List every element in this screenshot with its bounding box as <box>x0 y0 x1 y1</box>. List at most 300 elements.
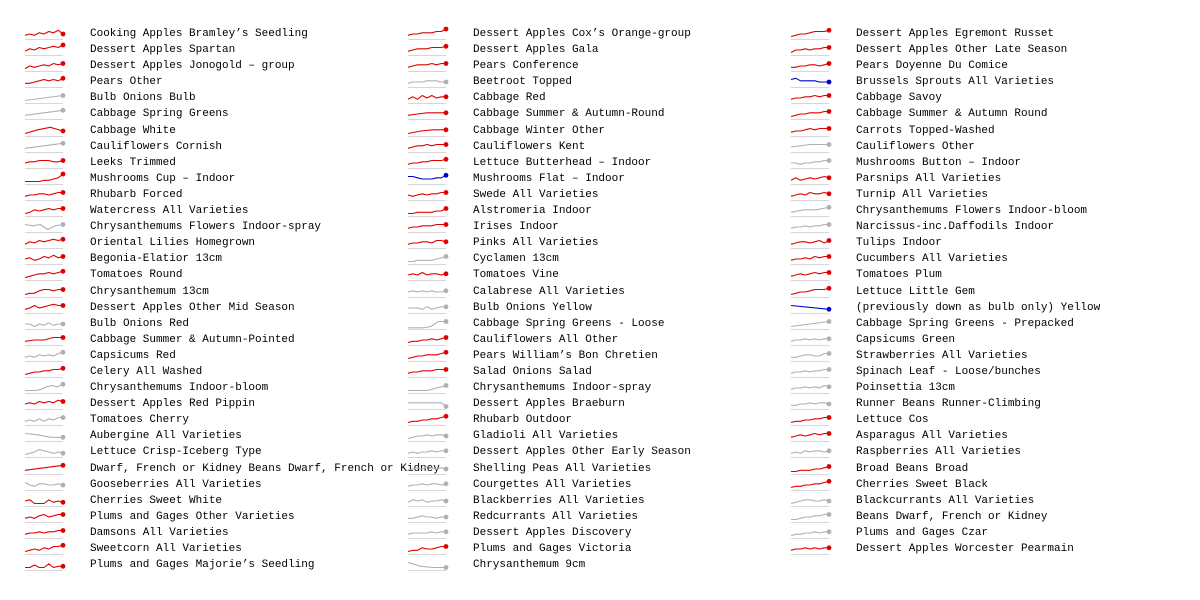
sparkline-label: Irises Indoor <box>473 221 559 234</box>
sparkline-series-line <box>408 321 446 327</box>
sparkline-end-point <box>444 27 449 32</box>
sparkline-row <box>766 74 1146 90</box>
sparkline-end-point <box>444 350 449 355</box>
sparkline-row <box>766 42 1146 58</box>
sparkline-label: Tomatoes Plum <box>856 269 942 282</box>
sparkline-row <box>0 26 380 42</box>
sparkline-series-line <box>791 207 829 212</box>
sparkline-row <box>766 477 1146 493</box>
sparkline-row <box>766 139 1146 155</box>
sparkline-label: Dessert Apples Worcester Pearmain <box>856 543 1074 555</box>
sparkline <box>791 188 833 202</box>
sparkline <box>791 526 833 540</box>
sparkline-series-line <box>791 288 829 294</box>
sparkline-label: Capsicums Red <box>90 349 176 362</box>
sparkline <box>408 317 450 331</box>
sparkline-series-line <box>25 465 63 470</box>
sparkline <box>791 365 833 379</box>
sparkline-label: Cucumbers All Varieties <box>856 253 1008 266</box>
sparkline-row <box>383 300 763 316</box>
sparkline-label: Tomatoes Vine <box>473 269 559 282</box>
sparkline-label: Lettuce Little Gem <box>856 285 975 298</box>
sparkline-label: Carrots Topped-Washed <box>856 124 995 137</box>
sparkline-row <box>766 364 1146 380</box>
sparkline-series-line <box>25 482 63 486</box>
sparkline <box>25 462 67 476</box>
sparkline-end-point <box>444 111 449 116</box>
sparkline-series-line <box>791 500 829 504</box>
sparkline-label: Parsnips All Varieties <box>856 172 1002 185</box>
sparkline-end-point <box>444 80 449 85</box>
sparkline-end-point <box>444 157 449 162</box>
sparkline-label: Cabbage Spring Greens - Loose <box>473 317 665 330</box>
sparkline-series-line <box>25 64 63 69</box>
sparkline <box>25 542 67 556</box>
sparkline-label: Beans Dwarf, French or Kidney <box>856 510 1048 523</box>
sparkline <box>25 140 67 154</box>
sparkline <box>408 140 450 154</box>
sparkline <box>791 510 833 524</box>
sparkline-end-point <box>444 44 449 49</box>
sparkline-row <box>766 396 1146 412</box>
sparkline-end-point <box>827 479 832 484</box>
sparkline-row <box>766 203 1146 219</box>
sparkline-series-line <box>25 322 63 326</box>
sparkline <box>408 365 450 379</box>
sparkline-row <box>383 155 763 171</box>
sparkline-row <box>766 106 1146 122</box>
sparkline-label: Chrysanthemum 9cm <box>473 559 586 572</box>
sparkline-series-line <box>408 46 446 51</box>
sparkline-label: Dessert Apples Other Late Season <box>856 44 1068 57</box>
sparkline-series-line <box>791 418 829 423</box>
sparkline-label: Lettuce Butterhead – Indoor <box>473 156 652 169</box>
sparkline-series-line <box>791 144 829 147</box>
sparkline-row <box>383 123 763 139</box>
sparkline-end-point <box>444 288 449 293</box>
sparkline-series-line <box>25 272 63 278</box>
sparkline-series-line <box>25 289 63 294</box>
sparkline-end-point <box>827 498 832 503</box>
sparkline-series-line <box>25 384 63 390</box>
sparkline-row <box>766 284 1146 300</box>
sparkline-label: Blackcurrants All Varieties <box>856 494 1035 507</box>
sparkline-label: Cabbage White <box>90 124 176 137</box>
sparkline-label: Cabbage Spring Greens <box>90 108 229 121</box>
sparkline-row <box>383 58 763 74</box>
sparkline-row <box>383 139 763 155</box>
sparkline-label: (previously down as bulb only) Yellow <box>856 301 1101 314</box>
sparkline-row <box>383 171 763 187</box>
sparkline <box>791 301 833 315</box>
sparkline-end-point <box>827 545 832 550</box>
sparkline-end-point <box>444 61 449 66</box>
sparkline-end-point <box>61 93 66 98</box>
sparkline-column-1 <box>0 26 440 573</box>
sparkline-series-line <box>791 481 829 487</box>
sparkline-label: Spinach Leaf - Loose/bunches <box>856 365 1041 378</box>
sparkline-series-line <box>25 564 63 568</box>
sparkline-label: Lettuce Cos <box>856 414 929 427</box>
sparkline-row <box>0 123 380 139</box>
sparkline-end-point <box>444 272 449 277</box>
sparkline-row <box>383 541 763 557</box>
sparkline-label: Dessert Apples Discovery <box>473 526 632 539</box>
sparkline-end-point <box>444 449 449 454</box>
sparkline-label: Tomatoes Round <box>90 269 183 282</box>
sparkline <box>408 156 450 170</box>
sparkline-label: Rhubarb Outdoor <box>473 414 573 427</box>
sparkline <box>791 285 833 299</box>
sparkline-label: Chrysanthemums Flowers Indoor-bloom <box>856 205 1088 218</box>
sparkline-row <box>0 187 380 203</box>
sparkline-end-point <box>61 528 66 533</box>
sparkline-end-point <box>61 141 66 146</box>
sparkline-end-point <box>827 80 832 85</box>
sparkline-series-line <box>791 466 829 471</box>
sparkline <box>791 397 833 411</box>
sparkline <box>25 107 67 121</box>
sparkline-end-point <box>444 142 449 147</box>
sparkline <box>408 349 450 363</box>
sparkline-end-point <box>61 462 66 467</box>
sparkline-row <box>0 74 380 90</box>
sparkline <box>25 397 67 411</box>
sparkline-series-line <box>408 64 446 68</box>
sparkline-series-line <box>791 192 829 196</box>
sparkline-label: Calabrese All Varieties <box>473 285 625 298</box>
sparkline <box>408 252 450 266</box>
sparkline-row <box>0 493 380 509</box>
sparkline-label: Dessert Apples Cox’s Orange-group <box>473 28 691 40</box>
sparkline-end-point <box>61 128 66 133</box>
sparkline <box>25 510 67 524</box>
sparkline-label: Rhubarb Forced <box>90 188 183 201</box>
sparkline <box>791 236 833 250</box>
sparkline-end-point <box>444 240 449 245</box>
sparkline-row <box>383 203 763 219</box>
sparkline-row <box>766 461 1146 477</box>
sparkline-end-point <box>827 110 832 115</box>
sparkline-series-line <box>25 127 63 133</box>
sparkline-row <box>383 267 763 283</box>
sparkline-end-point <box>61 222 66 227</box>
sparkline-row <box>0 525 380 541</box>
sparkline <box>408 397 450 411</box>
sparkline-row <box>0 139 380 155</box>
sparkline-row <box>0 380 380 396</box>
sparkline-end-point <box>61 350 66 355</box>
sparkline-end-point <box>61 382 66 387</box>
sparkline-end-point <box>61 32 66 37</box>
sparkline-label: Cherries Sweet White <box>90 494 223 507</box>
sparkline-series-line <box>25 450 63 455</box>
sparkline <box>791 445 833 459</box>
sparkline-label: Asparagus All Varieties <box>856 430 1008 443</box>
sparkline-label: Blackberries All Varieties <box>473 494 645 507</box>
sparkline-end-point <box>61 190 66 195</box>
sparkline-label: Capsicums Green <box>856 333 956 346</box>
sparkline <box>791 462 833 476</box>
sparkline-end-point <box>827 142 832 147</box>
sparkline-row <box>766 493 1146 509</box>
sparkline <box>791 317 833 331</box>
sparkline-label: Dessert Apples Spartan <box>90 44 236 57</box>
sparkline-end-point <box>827 512 832 517</box>
sparkline-label: Pears Other <box>90 76 163 89</box>
sparkline-end-point <box>61 366 66 371</box>
sparkline <box>25 172 67 186</box>
sparkline <box>25 236 67 250</box>
sparkline <box>408 204 450 218</box>
sparkline-end-point <box>827 319 832 324</box>
sparkline-row <box>383 525 763 541</box>
sparkline <box>791 220 833 234</box>
sparkline-end-point <box>61 76 66 81</box>
sparkline-label: Brussels Sprouts All Varieties <box>856 76 1055 89</box>
sparkline-column-2 <box>383 26 763 573</box>
sparkline-series-line <box>408 403 446 407</box>
sparkline-end-point <box>444 190 449 195</box>
sparkline-label: Plums and Gages Other Varieties <box>90 510 295 523</box>
sparkline-end-point <box>444 222 449 227</box>
sparkline-end-point <box>444 414 449 419</box>
sparkline-end-point <box>61 321 66 326</box>
sparkline-row <box>383 412 763 428</box>
sparkline-end-point <box>444 173 449 178</box>
sparkline-label: Dessert Apples Other Early Season <box>473 446 691 459</box>
sparkline-label: Raspberries All Varieties <box>856 446 1022 459</box>
sparkline-end-point <box>827 449 832 454</box>
sparkline-series-line <box>25 337 63 341</box>
sparkline-label: Aubergine All Varieties <box>90 430 242 443</box>
sparkline-label: Cabbage Spring Greens - Prepacked <box>856 317 1074 330</box>
sparkline-label: Cooking Apples Bramley’s Seedling <box>90 28 308 40</box>
sparkline-series-line <box>791 176 829 180</box>
sparkline <box>25 204 67 218</box>
sparkline-end-point <box>61 171 66 176</box>
sparkline-end-point <box>827 367 832 372</box>
sparkline-series-line <box>408 81 446 84</box>
sparkline-row <box>0 444 380 460</box>
sparkline <box>408 526 450 540</box>
sparkline-column-3 <box>766 26 1146 557</box>
sparkline-end-point <box>827 285 832 290</box>
sparkline-end-point <box>444 319 449 324</box>
sparkline-end-point <box>61 512 66 517</box>
sparkline-end-point <box>444 565 449 570</box>
sparkline-series-line <box>791 225 829 229</box>
sparkline-label: Dessert Apples Other Mid Season <box>90 301 295 314</box>
sparkline <box>791 381 833 395</box>
sparkline-row <box>0 557 380 573</box>
sparkline-series-line <box>408 516 446 519</box>
sparkline-label: Cauliflowers All Other <box>473 333 619 346</box>
sparkline-series-line <box>408 257 446 262</box>
sparkline <box>25 317 67 331</box>
sparkline-series-line <box>791 79 829 83</box>
sparkline-label: Oriental Lilies Homegrown <box>90 237 256 250</box>
sparkline-label: Damsons All Varieties <box>90 526 229 539</box>
sparkline-end-point <box>827 238 832 243</box>
sparkline-end-point <box>61 287 66 292</box>
sparkline-series-line <box>408 547 446 552</box>
sparkline-end-point <box>827 93 832 98</box>
sparkline <box>25 188 67 202</box>
sparkline-end-point <box>61 237 66 242</box>
sparkline-series-line <box>25 30 63 35</box>
sparkline-label: Courgettes All Varieties <box>473 478 632 491</box>
sparkline-label: Cherries Sweet Black <box>856 478 989 491</box>
sparkline-row <box>383 477 763 493</box>
sparkline <box>791 43 833 57</box>
sparkline-end-point <box>61 61 66 66</box>
sparkline-series-line <box>25 45 63 51</box>
sparkline-label: Bulb Onions Yellow <box>473 301 592 314</box>
sparkline <box>25 156 67 170</box>
sparkline-row <box>766 251 1146 267</box>
sparkline-label: Gooseberries All Varieties <box>90 478 262 491</box>
sparkline-series-line <box>791 30 829 36</box>
sparkline-series-line <box>25 304 63 309</box>
sparkline-series-line <box>408 483 446 486</box>
sparkline <box>25 220 67 234</box>
sparkline-row <box>0 509 380 525</box>
sparkline <box>25 75 67 89</box>
sparkline-row <box>383 396 763 412</box>
sparkline-row <box>383 444 763 460</box>
sparkline-series-line <box>791 241 829 245</box>
sparkline <box>408 494 450 508</box>
sparkline-row <box>766 412 1146 428</box>
sparkline <box>408 91 450 105</box>
sparkline-series-line <box>791 112 829 117</box>
sparkline-label: Cabbage Winter Other <box>473 124 606 137</box>
sparkline-series-line <box>408 337 446 342</box>
sparkline-label: Turnip All Varieties <box>856 188 989 201</box>
sparkline-label: Dessert Apples Jonogold – group <box>90 60 295 73</box>
sparkline-label: Celery All Washed <box>90 365 203 378</box>
sparkline <box>791 268 833 282</box>
sparkline-label: Pears Conference <box>473 60 579 73</box>
sparkline <box>25 349 67 363</box>
sparkline <box>25 43 67 57</box>
sparkline-label: Mushrooms Button – Indoor <box>856 156 1022 169</box>
sparkline-series-line <box>408 144 446 148</box>
sparkline <box>408 59 450 73</box>
sparkline <box>408 107 450 121</box>
sparkline-end-point <box>827 306 832 311</box>
sparkline-series-line <box>25 530 63 534</box>
sparkline <box>25 59 67 73</box>
sparkline-label: Cauliflowers Kent <box>473 140 586 153</box>
sparkline <box>25 27 67 41</box>
sparkline-label: Alstromeria Indoor <box>473 205 592 218</box>
sparkline-end-point <box>827 222 832 227</box>
sparkline-label: Tulips Indoor <box>856 237 942 250</box>
sparkline <box>408 510 450 524</box>
sparkline <box>408 268 450 282</box>
sparkline-end-point <box>444 335 449 340</box>
sparkline <box>791 140 833 154</box>
sparkline-series-line <box>25 96 63 101</box>
sparkline-label: Dessert Apples Egremont Russet <box>856 28 1055 40</box>
sparkline-series-line <box>791 451 829 454</box>
sparkline-row <box>0 106 380 122</box>
sparkline-row <box>383 332 763 348</box>
sparkline-row <box>766 380 1146 396</box>
sparkline <box>408 301 450 315</box>
sparkline-end-point <box>61 206 66 211</box>
sparkline <box>25 494 67 508</box>
sparkline-series-line <box>408 306 446 309</box>
sparkline <box>408 172 450 186</box>
sparkline-series-line <box>25 209 63 214</box>
sparkline <box>791 252 833 266</box>
sparkline-end-point <box>827 402 832 407</box>
sparkline-end-point <box>827 336 832 341</box>
sparkline <box>408 188 450 202</box>
sparkline-label: Dessert Apples Red Pippin <box>90 398 256 411</box>
sparkline <box>408 381 450 395</box>
sparkline-label: Cabbage Summer & Autumn Round <box>856 108 1048 121</box>
sparkline <box>408 558 450 572</box>
sparkline-row <box>383 251 763 267</box>
sparkline-row <box>0 348 380 364</box>
sparkline-series-line <box>25 400 63 404</box>
sparkline <box>408 220 450 234</box>
sparkline-series-line <box>791 257 829 261</box>
sparkline-label: Dwarf, French or Kidney Beans Dwarf, French or Kidney <box>90 462 440 475</box>
sparkline <box>25 478 67 492</box>
sparkline-row <box>766 300 1146 316</box>
sparkline-label: Swede All Varieties <box>473 188 599 201</box>
sparkline-end-point <box>61 335 66 340</box>
sparkline-end-point <box>827 45 832 50</box>
sparkline-end-point <box>444 206 449 211</box>
sparkline <box>25 526 67 540</box>
sparkline-end-point <box>61 435 66 440</box>
sparkline-series-line <box>25 256 63 261</box>
sparkline-series-line <box>25 500 63 504</box>
sparkline-end-point <box>61 543 66 548</box>
sparkline-label: Beetroot Topped <box>473 76 573 89</box>
sparkline <box>791 478 833 492</box>
sparkline-label: Cyclamen 13cm <box>473 253 559 266</box>
sparkline-end-point <box>61 303 66 308</box>
sparkline-label: Salad Onions Salad <box>473 365 592 378</box>
sparkline-label: Dessert Apples Braeburn <box>473 398 625 411</box>
sparkline-row <box>0 219 380 235</box>
sparkline-series-line <box>791 48 829 53</box>
sparkline <box>25 429 67 443</box>
sparkline <box>25 365 67 379</box>
sparkline-series-line <box>791 305 829 309</box>
sparkline <box>408 542 450 556</box>
sparkline-row <box>0 42 380 58</box>
sparkline <box>791 27 833 41</box>
sparkline-row <box>766 267 1146 283</box>
sparkline-row <box>766 428 1146 444</box>
sparkline-series-line <box>408 209 446 214</box>
sparkline-end-point <box>61 108 66 113</box>
sparkline <box>25 381 67 395</box>
sparkline-end-point <box>444 127 449 132</box>
sparkline-end-point <box>61 43 66 48</box>
sparkline-end-point <box>61 415 66 420</box>
sparkline-row <box>383 90 763 106</box>
sparkline <box>791 75 833 89</box>
